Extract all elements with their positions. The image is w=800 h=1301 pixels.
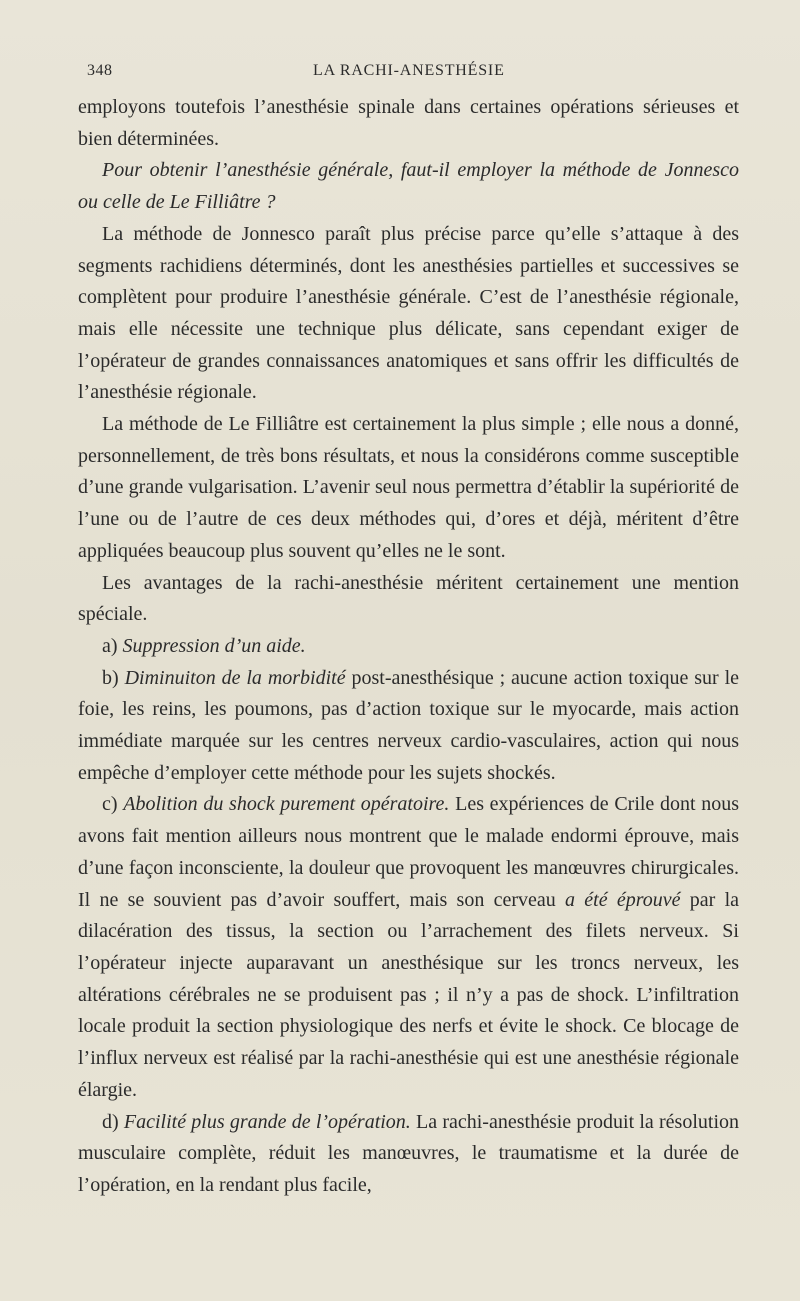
item-c (78, 789, 739, 1106)
item-d-text: La rachi-anesthésie produit la résolution musculaire complète, réduit les manœuvres, le traumatisme et la durée de l’opération, en la rendant plus facile, (78, 1110, 739, 1196)
paragraph-le-filliatre: La méthode de Le Filliâtre est certainement la plus simple ; elle nous a donné, personnellement, de très bons résultats, et nous la considérons comme susceptible d’une grande vulgarisation. L’avenir seul nous permettra d’établir la supériorité de l’une ou de l’autre de ces deux méthodes qui, d’ores et déjà, méritent d’être appliquées beaucoup plus souvent qu’elles ne le sont. (78, 413, 739, 562)
item-a (78, 631, 739, 663)
item-d-title: Facilité plus grande de l’opération. (123, 1110, 411, 1133)
running-title: LA RACHI-ANESTHÉSIE (313, 62, 505, 79)
item-a-title: Suppression d’un aide. (122, 634, 306, 657)
item-c-title: Abolition du shock purement opératoire. (123, 793, 450, 816)
item-c-label: c) (102, 793, 118, 816)
paragraph-avantages: Les avantages de la rachi-anesthésie méritent certainement une mention spéciale. (78, 571, 739, 626)
paragraph-question: Pour obtenir l’anesthésie générale, faut-il employer la méthode de Jonnesco ou celle de Le Filliâtre ? (78, 159, 739, 214)
paragraph-jonnesco: La méthode de Jonnesco paraît plus précise parce qu’elle s’attaque à des segments rachidiens déterminés, dont les anesthésies partielles et successives se complètent pour produire l’anesthésie générale. C’est de l’anesthésie régionale, mais elle nécessite une technique plus délicate, sans cependant exiger de l’opérateur de grandes connaissances anatomiques et sans offrir les difficultés de l’anesthésie régionale. (78, 222, 739, 404)
item-b-text: post-anesthésique ; aucune action toxique sur le foie, les reins, les poumons, pas d’action toxique sur le myocarde, mais action immédiate marquée sur les centres nerveux cardio-vasculaires, action qui nous empêche d’employer cette méthode pour les sujets shockés. (78, 666, 740, 784)
item-b-label: b) (102, 666, 119, 689)
page-header (0, 62, 800, 86)
item-c-text-2: par la dilacération des tissus, la section ou l’arrachement des filets nerveux. Si l’opérateur injecte auparavant un anesthésique sur les troncs nerveux, les altérations cérébrales ne se produisent pas ; il n’y a pas de shock. L’infiltration locale produit la section physiologique des nerfs et évite le shock. Ce blocage de l’influx nerveux est réalisé par la rachi-anesthésie qui est une anesthésie régionale élargie. (78, 888, 740, 1101)
item-b (78, 663, 739, 790)
page-body (78, 92, 739, 1202)
item-c-italic: a été éprouvé (565, 888, 681, 911)
item-d-label: d) (102, 1110, 119, 1133)
item-a-label: a) (102, 634, 118, 657)
page-number: 348 (87, 62, 113, 79)
item-b-title: Diminuiton de la morbidité (124, 666, 346, 689)
item-c-text-1: Les expériences de Crile dont nous avons fait mention ailleurs nous montrent que le malade endormi éprouve, mais d’une façon inconsciente, la douleur que provoquent les manœuvres chirurgicales. Il ne se souvient pas d’avoir souffert, mais son cerveau (78, 793, 740, 911)
item-d (78, 1107, 739, 1202)
paragraph-continuation: employons toutefois l’anesthésie spinale dans certaines opérations sérieuses et bien déterminées. (78, 96, 739, 150)
